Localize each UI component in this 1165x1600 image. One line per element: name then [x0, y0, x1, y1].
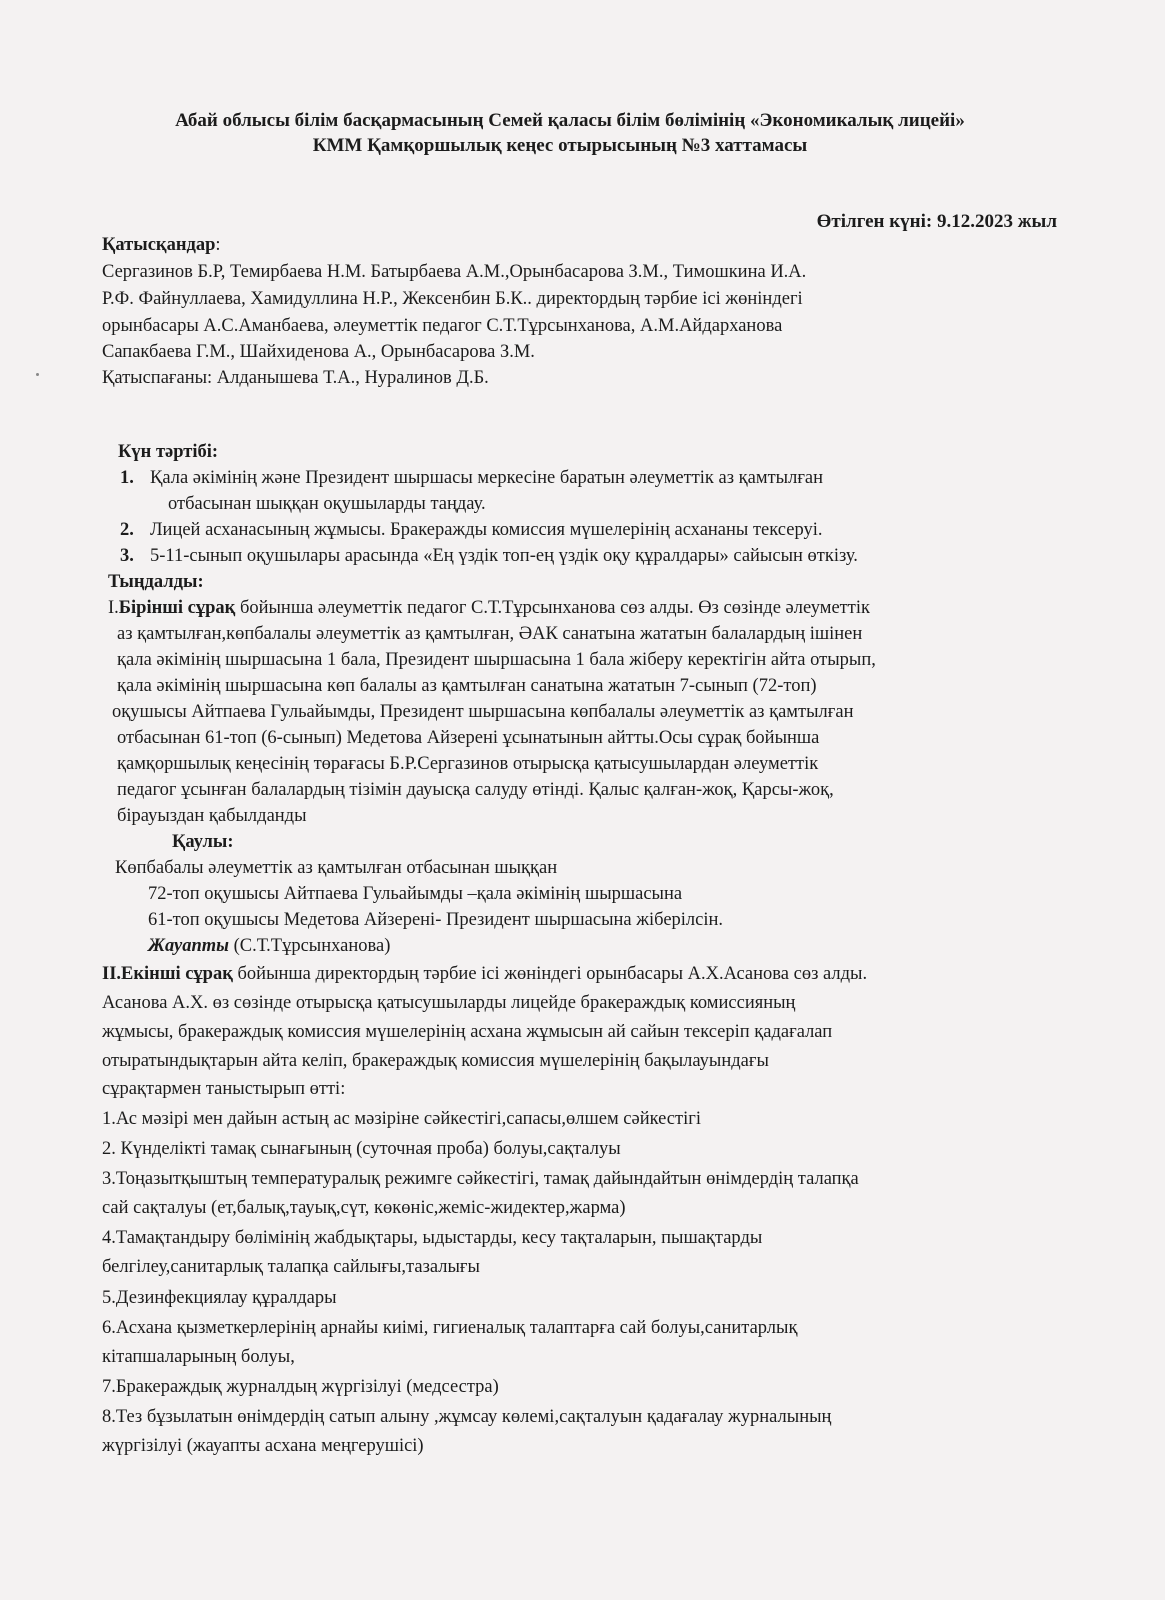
scan-speck — [36, 373, 39, 376]
checklist-item: 4.Тамақтандыру бөлімінің жабдықтары, ыдыстарды, кесу тақталарын, пышақтарды — [102, 1228, 763, 1248]
checklist-item-cont: белгілеу,санитарлық талапқа сайлығы,тазалығы — [102, 1257, 480, 1277]
agenda-item-1-cont: отбасынан шыққан оқушыларды таңдау. — [168, 494, 486, 514]
question-1-line: қала әкімінің шыршасына көп балалы аз қамтылған санатына жататын 7-сынып (72-топ) — [117, 676, 817, 696]
agenda-item-text: Лицей асханасының жұмысы. Бракеражды комиссия мүшелерінің асхананы тексеруі. — [150, 520, 823, 540]
question-2-line: Асанова А.Х. өз сөзінде отырысқа қатысушыларды лицейде бракераждық комиссияның — [102, 993, 796, 1013]
checklist-item-cont: кітапшаларының болуы, — [102, 1347, 295, 1367]
question-1-line: аз қамтылған,көпбалалы әлеуметтік аз қамтылған, ӘАК санатына жататын балалардың ішінен — [117, 624, 863, 644]
question-1-line: педагог ұсынған балалардың тізімін дауысқа салуду өтінді. Қалыс қалған-жоқ, Қарсы-жоқ, — [117, 780, 834, 800]
agenda-heading: Күн тәртібі: — [118, 442, 219, 462]
question-1-bold: Бірінші сұрақ — [118, 598, 236, 618]
decision-line: Көпбабалы әлеуметтік аз қамтылған отбасынан шыққан — [115, 858, 558, 878]
question-1-first-line — [108, 596, 870, 620]
attendees-line: орынбасары А.С.Аманбаева, әлеуметтік педагог С.Т.Тұрсынханова, А.М.Айдарханова — [102, 316, 783, 336]
agenda-item-number: 3. — [120, 546, 134, 566]
question-1-line: бірауыздан қабылданды — [117, 806, 307, 826]
attendees-line: Сергазинов Б.Р, Темирбаева Н.М. Батырбаева А.М.,Орынбасарова З.М., Тимошкина И.А. — [102, 262, 807, 282]
checklist-item: 1.Ас мәзірі мен дайын астың ас мәзіріне сәйкестігі,сапасы,өлшем сәйкестігі — [102, 1109, 701, 1129]
question-2-bold: Екінші сұрақ — [121, 964, 233, 984]
question-1-prefix: I. — [108, 598, 119, 618]
question-1-text: бойынша әлеуметтік педагог С.Т.Тұрсынханова сөз алды. Өз сөзінде әлеуметтік — [235, 598, 870, 618]
checklist-item: 3.Тоңазытқыштың температуралық режимге сәйкестігі, тамақ дайындайтын өнімдердің талапқа — [102, 1169, 859, 1189]
attendees-line: Сапакбаева Г.М., Шайхиденова А., Орынбасарова З.М. — [102, 342, 535, 362]
meeting-date — [817, 211, 1057, 233]
question-2-line: отыратындықтарын айта келіп, бракераждық комиссия мүшелерінің бақылауындағы — [102, 1051, 769, 1071]
question-2-first-line — [102, 962, 867, 986]
attendees-label: Қатысқандар — [102, 235, 216, 255]
date-value: 9.12.2023 жыл — [936, 211, 1057, 232]
document-title-line-1: Абай облысы білім басқармасының Семей қаласы білім бөлімінің «Экономикалық лицейі» — [175, 110, 965, 131]
checklist-item-cont: жүргізілуі (жауапты асхана меңгерушісі) — [102, 1436, 424, 1456]
checklist-item: 6.Асхана қызметкерлерінің арнайы киімі, гигиеналық талаптарға сай болуы,санитарлық — [102, 1318, 798, 1338]
checklist-item: 7.Бракераждық журналдың жүргізілуі (медсестра) — [102, 1377, 499, 1397]
question-1-line: отбасынан 61-топ (6-сынып) Медетова Айзерені ұсынатынын айтты.Осы сұрақ бойынша — [117, 728, 820, 748]
checklist-item: 8.Тез бұзылатын өнімдердің сатып алыну ,жұмсау көлемі,сақталуын қадағалау журналының — [102, 1407, 832, 1427]
decision-line: 61-топ оқушысы Медетова Айзерені- Президент шыршасына жіберілсін. — [148, 910, 724, 930]
responsible-label: Жауапты — [148, 936, 229, 956]
decision-heading: Қаулы: — [172, 832, 234, 852]
question-2-line: жұмысы, бракераждық комиссия мүшелерінің асхана жұмысын ай сайын тексеріп қадағалап — [102, 1022, 833, 1042]
agenda-item-text: Қала әкімінің және Президент шыршасы меркесіне баратын әлеуметтік аз қамтылған — [150, 468, 824, 488]
agenda-item-2 — [120, 518, 822, 542]
agenda-item-number: 2. — [120, 520, 134, 540]
absent-line: Қатыспағаны: Алданышева Т.А., Нуралинов Д.Б. — [102, 368, 489, 388]
heard-heading: Тыңдалды: — [108, 572, 204, 592]
responsible-name: (С.Т.Тұрсынханова) — [228, 936, 391, 956]
decision-line: 72-топ оқушысы Айтпаева Гульайымды –қала әкімінің шыршасына — [148, 884, 683, 904]
question-1-line: оқушысы Айтпаева Гульайымды, Президент шыршасына көпбалалы әлеуметтік аз қамтылған — [112, 702, 854, 722]
agenda-item-3 — [120, 544, 858, 568]
question-2-line: сұрақтармен таныстырып өтті: — [102, 1079, 346, 1099]
date-label: Өтілген күні: — [816, 211, 933, 232]
document-title-line-2: КММ Қамқоршылық кеңес отырысының №3 хаттамасы — [312, 135, 808, 156]
checklist-item: 5.Дезинфекциялау құралдары — [102, 1288, 337, 1308]
agenda-item-number: 1. — [120, 468, 134, 488]
attendees-heading: Қатысқандар: — [102, 235, 221, 255]
question-2-text: бойынша директордың тәрбие ісі жөніндегі орынбасары А.Х.Асанова сөз алды. — [232, 964, 868, 984]
agenda-item-text: 5-11-сынып оқушылары арасында «Ең үздік топ-ең үздік оқу құралдары» сайысын өткізу. — [150, 546, 858, 566]
question-2-prefix: II. — [102, 964, 122, 984]
question-1-line: қамқоршылық кеңесінің төрағасы Б.Р.Сергазинов отырысқа қатысушылардан әлеуметтік — [117, 754, 819, 774]
checklist-item-cont: сай сақталуы (ет,балық,тауық,сүт, көкөніс,жеміс-жидектер,жарма) — [102, 1198, 626, 1218]
question-1-line: қала әкімінің шыршасына 1 бала, Президент шыршасына 1 бала жіберу керектігін айта отырып, — [117, 650, 876, 670]
responsible-line — [148, 934, 390, 958]
agenda-item-1 — [120, 466, 823, 490]
checklist-item: 2. Күнделікті тамақ сынағының (суточная проба) болуы,сақталуы — [102, 1139, 621, 1159]
attendees-line: Р.Ф. Файнуллаева, Хамидуллина Н.Р., Жексенбин Б.К.. директордың тәрбие ісі жөніндегі — [102, 289, 803, 309]
